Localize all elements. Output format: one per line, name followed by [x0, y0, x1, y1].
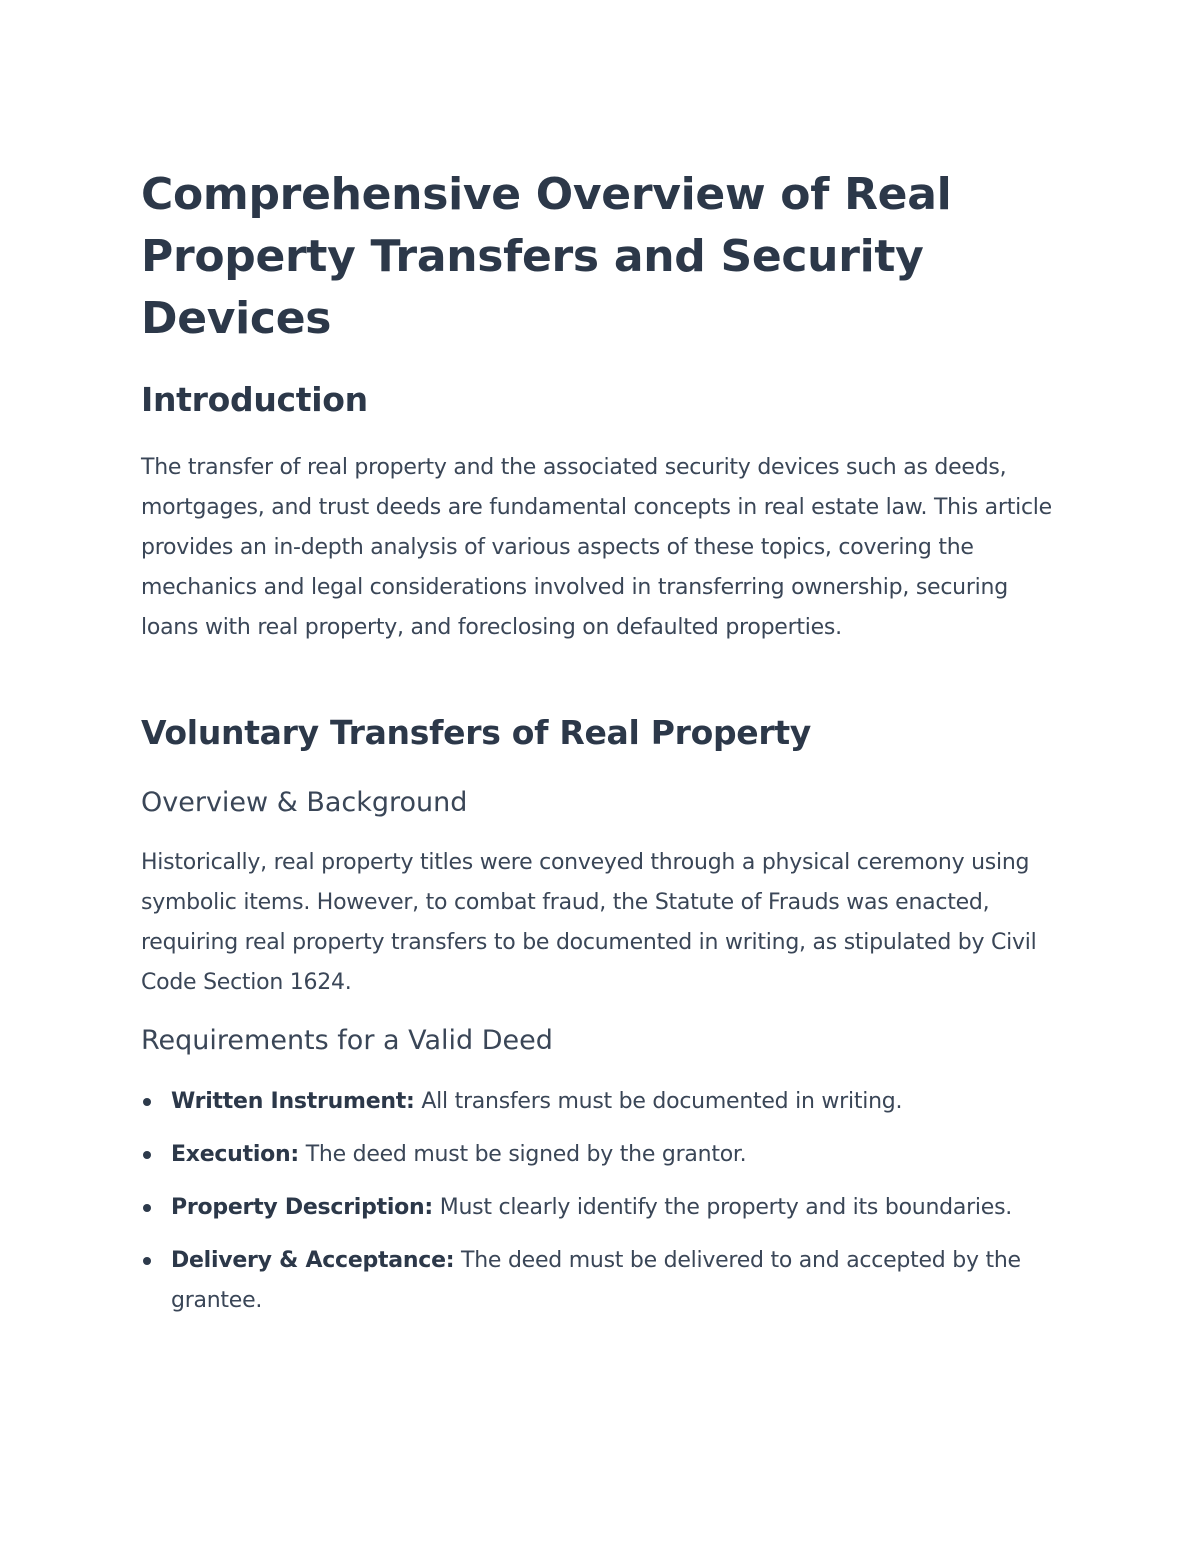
overview-background-paragraph: Historically, real property titles were conveyed through a physical ceremony using symbolic items. However, to combat fraud, the Statute of Frauds was enacted, requiring real property transfers to be documented in writing, as stipulated by Civil Code Section 1624.: [141, 850, 1037, 995]
list-item: [141, 1135, 1066, 1175]
list-item-text: The deed must be delivered to and accepted by the grantee.: [171, 1248, 1021, 1313]
list-item: [141, 1241, 1066, 1321]
bullet-icon: [143, 1098, 151, 1106]
introduction-paragraph: The transfer of real property and the associated security devices such as deeds, mortgages, and trust deeds are fundamental concepts in real estate law. This article provides an in-depth analysis of various aspects of these topics, covering the mechanics and legal considerations involved in transferring ownership, securing loans with real property, and foreclosing on defaulted properties.: [141, 455, 1052, 640]
valid-deed-requirements-heading: Requirements for a Valid Deed: [141, 1025, 553, 1056]
list-item-term: Delivery & Acceptance:: [171, 1248, 455, 1273]
list-item-text: Must clearly identify the property and its boundaries.: [432, 1195, 1013, 1220]
list-item: [141, 1082, 1066, 1122]
bullet-icon: [143, 1204, 151, 1212]
overview-background-heading: Overview & Background: [141, 787, 468, 818]
list-item: [141, 1188, 1066, 1228]
bullet-icon: [143, 1257, 151, 1265]
list-item-text: All transfers must be documented in writing.: [414, 1089, 903, 1114]
list-item-term: Execution:: [171, 1142, 299, 1167]
document-title: Comprehensive Overview of Real Property Transfers and Security Devices: [141, 169, 952, 344]
valid-deed-requirements-list: [141, 1082, 1066, 1334]
bullet-icon: [143, 1151, 151, 1159]
voluntary-transfers-heading: Voluntary Transfers of Real Property: [141, 713, 812, 752]
list-item-term: Property Description:: [171, 1195, 433, 1220]
introduction-heading: Introduction: [141, 380, 368, 419]
list-item-term: Written Instrument:: [171, 1089, 415, 1114]
list-item-text: The deed must be signed by the grantor.: [298, 1142, 747, 1167]
